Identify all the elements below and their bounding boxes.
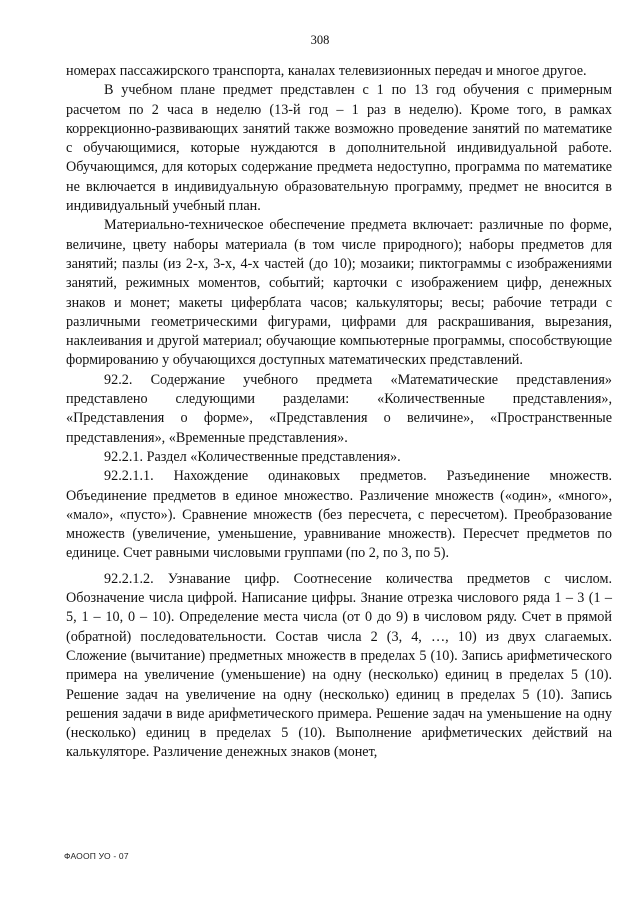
page-number: 308 [310, 33, 330, 47]
paragraph-section-92-2-1: 92.2.1. Раздел «Количественные представления». [104, 448, 401, 465]
paragraph-section-92-2-1-2: 92.2.1.2. Узнавание цифр. Соотнесение количества предметов с числом. Обозначение числа цифрой. Написание цифры. Знание отрезка числового ряда 1 – 3 (1 – 5, 1 – 10, 0 – 10). Определение места числа (от 0 до 9) в числовом ряду. Счет в прямой (обратной) последовательности. Состав числа 2 (3, 4, …, 10) из двух слагаемых. Сложение (вычитание) предметных множеств в пределах 5 (10). Запись арифметического примера на увеличение (уменьшение) на одну (несколько) единиц в пределах 5 (10). Решение задач на увеличение на одну (несколько) единиц в пределах 5 (10). Запись решения задачи в виде арифметического примера. Решение задач на уменьшение на одну (несколько) единиц в пределах 5 (10). Выполнение арифметических действий на калькуляторе. Различение денежных знаков (монет, [66, 570, 612, 761]
paragraph-section-92-2-1-1: 92.2.1.1. Нахождение одинаковых предметов. Разъединение множеств. Объединение предметов в единое множество. Различение множеств («один», «много», «мало», «пусто»). Сравнение множеств (без пересчета, с пересчетом). Преобразование множеств (увеличение, уменьшение, уравнивание множеств). Пересчет предметов по единице. Счет равными числовыми группами (по 2, по 3, по 5). [66, 468, 612, 562]
paragraph-materials: Материально-техническое обеспечение предмета включает: различные по форме, величине, цвету наборы материала (в том числе природного); наборы предметов для занятий; пазлы (из 2-х, 3-х, 4-х частей (до 10); мозаики; пиктограммы с изображениями занятий, режимных моментов, событий; карточки с изображением цифр, денежных знаков и монет; макеты циферблата часов; калькуляторы; весы; рабочие тетради с различными геометрическими фигурами, цифрами для раскрашивания, вырезания, наклеивания и другой материал; обучающие компьютерные программы, способствующие формированию у обучающихся доступных математических представлений. [66, 217, 612, 369]
paragraph-section-92-2: 92.2. Содержание учебного предмета «Математические представления» представлено следующими разделами: «Количественные представления», «Представления о форме», «Представления о величине», «Пространственные представления», «Временные представления». [66, 371, 612, 446]
paragraph-study-plan: В учебном плане предмет представлен с 1 по 13 год обучения с примерным расчетом по 2 часа в неделю (13-й год – 1 раз в неделю). Кроме того, в рамках коррекционно-развивающих занятий также возможно проведение занятий по математике с обучающимися, которые нуждаются в дополнительной индивидуальной работе. Обучающимся, для которых содержание предмета недоступно, программа по математике не включается в индивидуальную образовательную программу, предмет не вносится в индивидуальный учебный план. [66, 82, 612, 215]
paragraph-continuation: номерах пассажирского транспорта, каналах телевизионных передач и многое другое. [66, 63, 587, 79]
document-footer: ФАООП УО - 07 [64, 851, 129, 861]
document-body [66, 62, 612, 763]
